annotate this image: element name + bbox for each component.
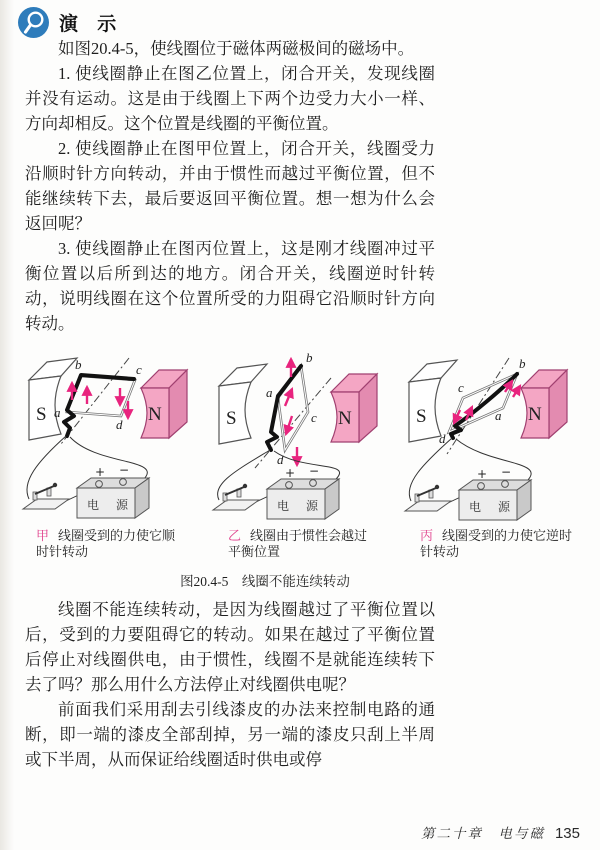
commutation-paragraph: 前面我们采用刮去引线漆皮的办法来控制电路的通断，即一端的漆皮全部刮掉，另一端的漆皮只刮上半周或下半周，从而保证给线圈适时供电或停	[25, 700, 435, 769]
caption-bing	[420, 528, 580, 560]
caption-bing-text: 线圈受到的力使它逆时针转动	[420, 528, 573, 559]
corner-c-label: c	[311, 410, 317, 425]
corner-a-label: a	[495, 408, 502, 423]
figure-caption: 图20.4-5 线圈不能连续转动	[180, 574, 350, 589]
corner-d-label: d	[116, 417, 123, 432]
battery-plus-sign: +	[285, 466, 296, 480]
footer-chapter-title: 第二十章 电与磁	[420, 826, 545, 841]
caption-yi-text: 线圈由于惯性会越过平衡位置	[228, 528, 368, 559]
caption-jia	[36, 528, 188, 560]
caption-jia-text: 线圈受到的力使它顺时针转动	[36, 528, 176, 559]
corner-b-label: b	[306, 350, 313, 365]
corner-d-label: d	[277, 452, 284, 467]
battery-label: 电 源	[469, 500, 518, 514]
diagram-captions	[0, 528, 600, 568]
corner-b-label: b	[519, 356, 526, 371]
intro-paragraph: 如图20.4-5，使线圈位于磁体两磁极间的磁场中。	[58, 39, 415, 58]
battery-minus-sign: −	[501, 465, 512, 479]
magnifier-icon	[18, 7, 49, 38]
caption-bing-tag: 丙	[420, 528, 434, 543]
step-1-paragraph: 1. 使线圈静止在图乙位置上，闭合开关，发现线圈并没有运动。这是由于线圈上下两个边受力大小一样、方向却相反。这个位置是线圈的平衡位置。	[25, 64, 435, 133]
footer-page-number: 135	[554, 825, 580, 842]
corner-c-label: c	[136, 362, 142, 377]
pole-n-label: N	[338, 408, 352, 429]
battery-label: 电 源	[277, 499, 326, 513]
discussion-paragraph: 线圈不能连续转动，是因为线圈越过了平衡位置以后，受到的力要阻碍它的转动。如果在越过了平衡位置后停止对线圈供电，由于惯性，线圈不是就能连续转下去了吗？那么用什么方法停止对线圈供电呢？	[25, 600, 435, 694]
battery-label: 电 源	[87, 498, 136, 512]
diagram-yi-vertical	[207, 346, 393, 528]
corner-b-label: b	[75, 357, 82, 372]
corner-d-label: d	[439, 431, 446, 446]
battery-minus-sign: −	[309, 464, 320, 478]
coil-diagram-tilted-right	[17, 346, 203, 528]
caption-yi-tag: 乙	[228, 528, 242, 543]
battery-plus-sign: +	[95, 465, 106, 479]
corner-a-label: a	[266, 385, 273, 400]
pole-s-label: S	[416, 406, 427, 427]
battery-plus-sign: +	[477, 467, 488, 481]
corner-a-label: a	[54, 405, 61, 420]
coil-diagram-tilted-left	[397, 346, 583, 528]
diagram-bing-counterclockwise	[397, 346, 583, 528]
upper-text-block	[25, 36, 435, 336]
lower-text-block	[25, 597, 435, 772]
diagram-jia-clockwise	[17, 346, 203, 528]
corner-c-label: c	[458, 380, 464, 395]
pole-n-label: N	[148, 404, 162, 425]
coil-diagram-vertical	[207, 346, 393, 528]
step-3-paragraph: 3. 使线圈静止在图丙位置上，这是刚才线圈冲过平衡位置以后所到达的地方。闭合开关，线圈逆时针转动，说明线圈在这个位置所受的力阻碍它沿顺时针方向转动。	[25, 239, 435, 333]
pole-n-label: N	[528, 404, 542, 425]
page-footer	[421, 822, 580, 842]
pole-s-label: S	[36, 404, 47, 425]
section-header	[18, 7, 123, 38]
pole-s-label: S	[226, 408, 237, 429]
section-title: 演 示	[59, 14, 124, 35]
figure-20-4-5	[0, 346, 600, 528]
caption-yi	[228, 528, 378, 560]
step-2-paragraph: 2. 使线圈静止在图甲位置上，闭合开关，线圈受力沿顺时针方向转动，并由于惯性而越过平衡位置，但不能继续转下去，最后要返回平衡位置。想一想为什么会返回呢？	[25, 139, 435, 233]
battery-minus-sign: −	[119, 463, 130, 477]
caption-jia-tag: 甲	[36, 528, 50, 543]
